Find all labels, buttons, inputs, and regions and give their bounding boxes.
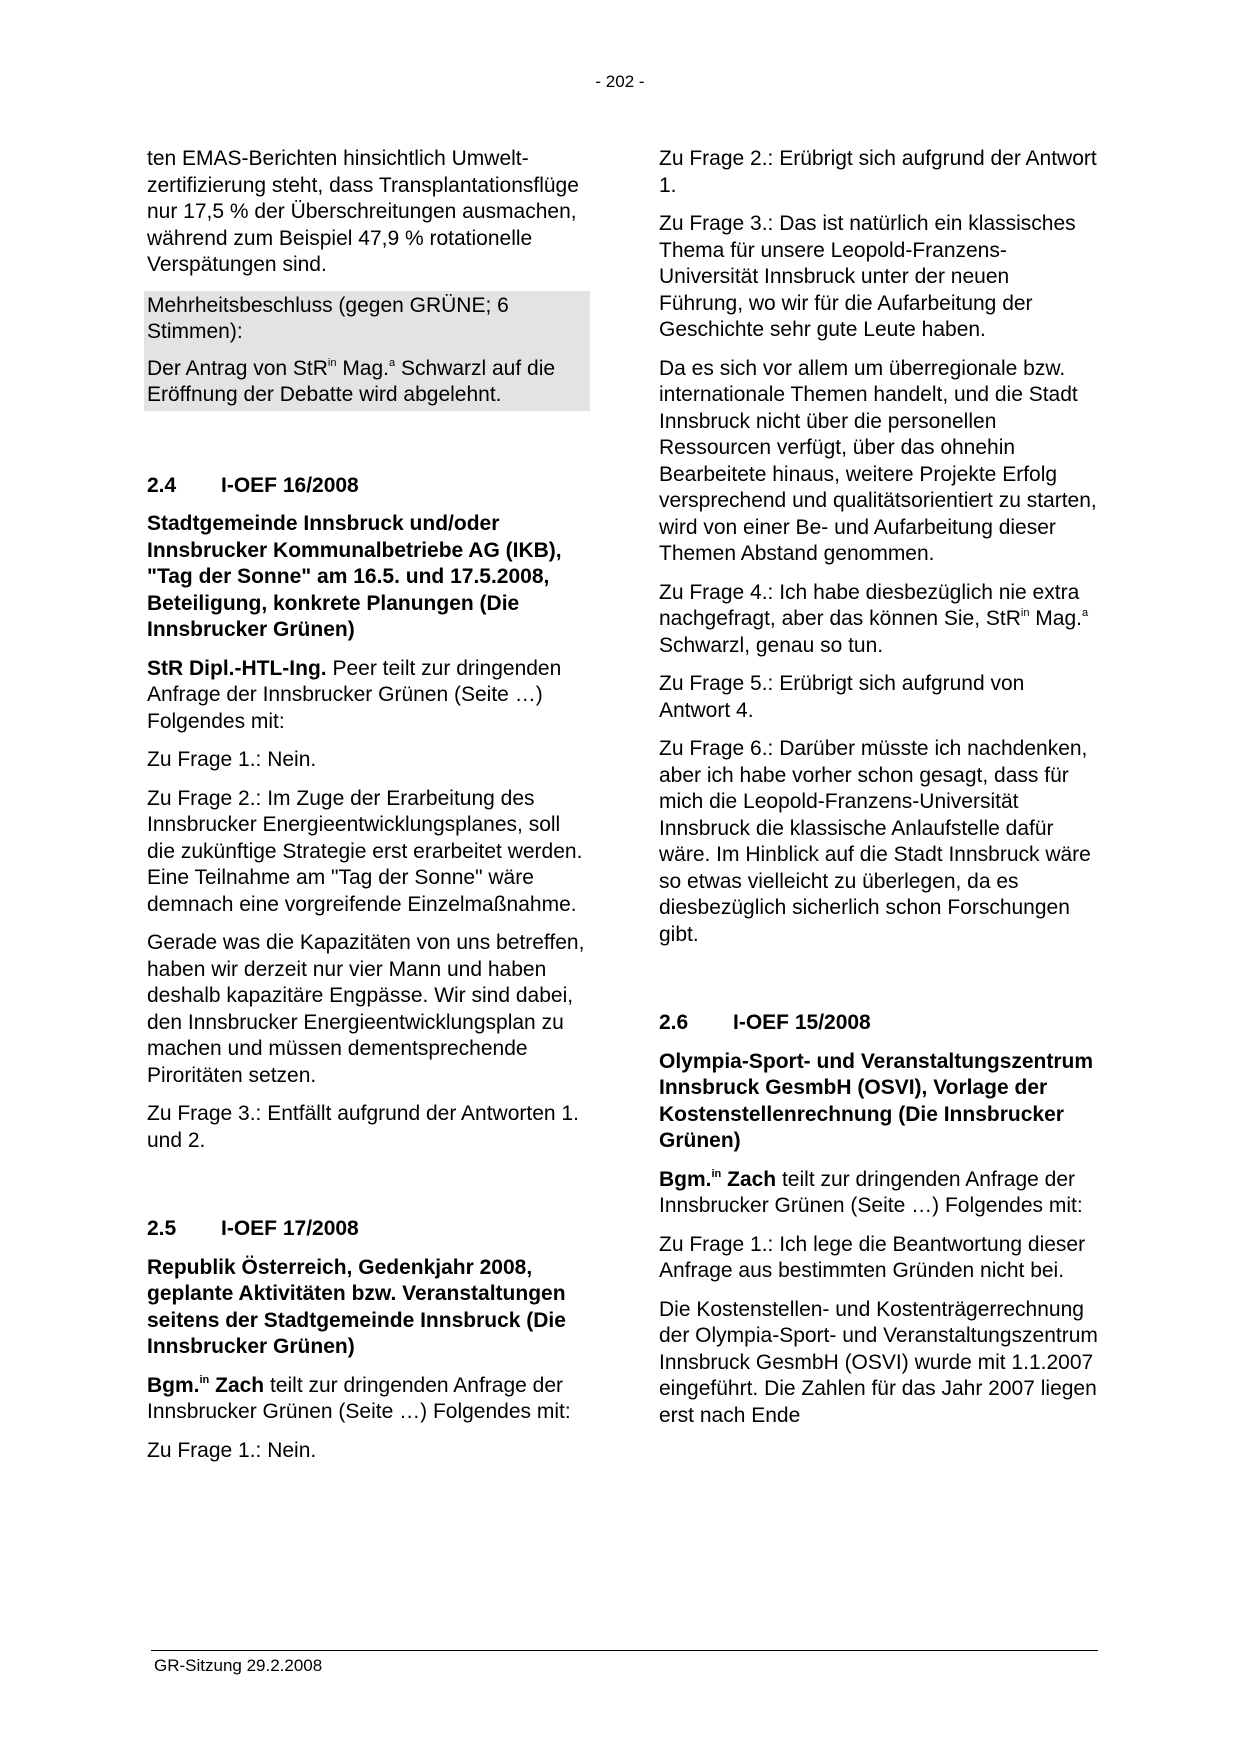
paragraph: ten EMAS-Berichten hinsichtlich Umweltzertifizierung steht, dass Transplantationsflüge nur 17,5 % der Überschreitungen ausmachen, während zum Beispiel 47,9 % rotationelle Verspätungen sind. — [147, 147, 579, 276]
section-number: 2.5 — [147, 1217, 177, 1240]
section-heading-2-5 — [147, 1216, 587, 1243]
answer-1: Zu Frage 1.: Nein. — [147, 1438, 317, 1462]
decision-text: Der Antrag von StR$^{in}$ Mag.$^a$ Schwarzl auf die Eröffnung der Debatte wird abgelehnt. — [147, 356, 556, 406]
answer-5: Zu Frage 5.: Erübrigt sich aufgrund von Antwort 4. — [659, 672, 1025, 722]
paragraph: Da es sich vor allem um überregionale bzw. internationale Themen handelt, und die Stadt Innsbruck nicht über die personellen Ressourcen verfügt, über das ohnehin Bearbeitete hinaus, weitere Projekte Erfolg versprechend und qualitätsorientiert zu starten, wird von einer Be- und Aufarbeitung dieser Themen Abstand genommen. — [659, 356, 1097, 565]
decision-title: Mehrheitsbeschluss (gegen GRÜNE; 6 Stimmen): — [147, 293, 509, 343]
answer-3: Zu Frage 3.: Das ist natürlich ein klassisches Thema für unsere Leopold-Franzens-Universität Innsbruck unter der neuen Führung, wo wir für die Aufarbeitung der Geschichte sehr gute Leute haben. — [659, 212, 1076, 341]
section-number: 2.4 — [147, 473, 177, 497]
answer-2: Zu Frage 2.: Im Zuge der Erarbeitung des Innsbrucker Energieentwicklungsplanes, soll die zukünftige Strategie erst erarbeitet werden. Eine Teilnahme am "Tag der Sonne" wäre demnach eine vorgreifende Einzelmaßnahme. — [147, 786, 583, 916]
section-code: I-OEF 16/2008 — [221, 473, 359, 497]
decision-box — [144, 291, 590, 411]
section-subject: Olympia-Sport- und Veranstaltungszentrum Innsbruck GesmbH (OSVI), Vorlage der Kostenstellenrechnung (Die Innsbrucker Grünen) — [659, 1049, 1094, 1152]
page-number: - 202 - — [595, 72, 645, 91]
section-subject: Republik Österreich, Gedenkjahr 2008, geplante Aktivitäten bzw. Veranstaltungen seitens der Stadtgemeinde Innsbruck (Die Innsbrucker Grünen) — [147, 1255, 566, 1358]
speaker-intro: Bgm.$^{in}$ Zach teilt zur dringenden Anfrage der Innsbrucker Grünen (Seite …) Folgendes mit: — [659, 1167, 1083, 1217]
section-heading-2-4 — [147, 473, 587, 500]
paragraph: Gerade was die Kapazitäten von uns betreffen, haben wir derzeit nur vier Mann und haben deshalb kapazitäre Engpässe. Wir sind dabei, den Innsbrucker Energieentwicklungsplan zu machen und müssen dementsprechende Piroritäten setzen. — [147, 931, 585, 1087]
right-column — [659, 146, 1099, 1441]
paragraph: Die Kostenstellen- und Kostenträgerrechnung der Olympia-Sport- und Veranstaltungszentrum Innsbruck GesmbH (OSVI) wurde mit 1.1.2007 eingeführt. Die Zahlen für das Jahr 2007 liegen erst nach Ende — [659, 1297, 1098, 1427]
footer-divider — [151, 1650, 1098, 1651]
answer-3: Zu Frage 3.: Entfällt aufgrund der Antworten 1. und 2. — [147, 1102, 579, 1152]
speaker-intro: Bgm.$^{in}$ Zach teilt zur dringenden Anfrage der Innsbrucker Grünen (Seite …) Folgendes mit: — [147, 1373, 571, 1423]
answer-6: Zu Frage 6.: Darüber müsste ich nachdenken, aber ich habe vorher schon gesagt, dass für mich die Leopold-Franzens-Universität Innsbruck die klassische Anlaufstelle dafür wäre. Im Hinblick auf die Stadt Innsbruck wäre so etwas vielleicht zu überlegen, da es diesbezüglich sicherlich schon Forschungen gibt. — [659, 737, 1091, 946]
speaker-intro: StR Dipl.-HTL-Ing. Peer teilt zur dringenden Anfrage der Innsbrucker Grünen (Seite …) Folgendes mit: — [147, 656, 562, 733]
left-column — [147, 146, 587, 1476]
answer-1: Zu Frage 1.: Nein. — [147, 748, 317, 771]
answer-1: Zu Frage 1.: Ich lege die Beantwortung dieser Anfrage aus bestimmten Gründen nicht bei. — [659, 1232, 1086, 1282]
answer-2: Zu Frage 2.: Erübrigt sich aufgrund der Antwort 1. — [659, 147, 1097, 197]
section-subject: Stadtgemeinde Innsbruck und/oder Innsbrucker Kommunalbetriebe AG (IKB), "Tag der Sonne" am 16.5. und 17.5.2008, Beteiligung, konkrete Planungen (Die Innsbrucker Grünen) — [147, 512, 562, 641]
section-heading-2-6 — [659, 1010, 1099, 1037]
section-code: I-OEF 15/2008 — [733, 1011, 871, 1034]
answer-4: Zu Frage 4.: Ich habe diesbezüglich nie extra nachgefragt, aber das können Sie, StR$^{in}$ Mag.$^a$ Schwarzl, genau so tun. — [659, 580, 1089, 657]
section-code: I-OEF 17/2008 — [221, 1217, 359, 1240]
footer-text: GR-Sitzung 29.2.2008 — [154, 1656, 323, 1675]
section-number: 2.6 — [659, 1011, 689, 1034]
